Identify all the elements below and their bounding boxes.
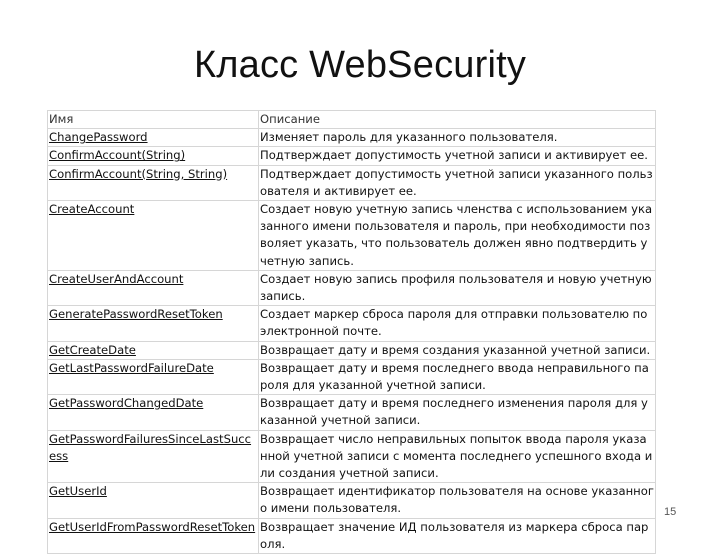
method-description: Возвращает число неправильных попыток ввода пароля указанной учетной записи с момента последнего успешного входа или создания учетной записи. (259, 430, 656, 483)
slide-title: Класс WebSecurity (193, 44, 527, 86)
method-description: Подтверждает допустимость учетной записи и активирует ее. (259, 147, 656, 165)
table-row (48, 201, 656, 271)
methods-table (47, 110, 656, 554)
header-name: Имя (48, 111, 259, 129)
method-description: Создает новую запись профиля пользователя и новую учетную запись. (259, 270, 656, 305)
header-description: Описание (259, 111, 656, 129)
method-name-link[interactable]: GetPasswordFailuresSinceLastSuccess (48, 430, 259, 483)
method-description: Создает маркер сброса пароля для отправки пользователю по электронной почте. (259, 306, 656, 341)
table-row (48, 306, 656, 341)
method-description: Изменяет пароль для указанного пользователя. (259, 129, 656, 147)
table-row (48, 518, 656, 553)
method-name-link[interactable]: CreateAccount (48, 201, 259, 271)
method-name-link[interactable]: GetPasswordChangedDate (48, 395, 259, 430)
table-row (48, 129, 656, 147)
method-description: Возвращает дату и время последнего ввода неправильного пароля для указанной учетной записи. (259, 359, 656, 394)
table-row (48, 270, 656, 305)
table-body (48, 129, 656, 554)
table-row (48, 395, 656, 430)
table-row (48, 147, 656, 165)
method-description: Возвращает значение ИД пользователя из маркера сброса пароля. (259, 518, 656, 553)
table-row (48, 483, 656, 518)
method-name-link[interactable]: GetCreateDate (48, 341, 259, 359)
method-name-link[interactable]: ChangePassword (48, 129, 259, 147)
method-name-link[interactable]: GetUserId (48, 483, 259, 518)
method-name-link[interactable]: GetLastPasswordFailureDate (48, 359, 259, 394)
method-description: Возвращает идентификатор пользователя на основе указанного имени пользователя. (259, 483, 656, 518)
method-name-link[interactable]: CreateUserAndAccount (48, 270, 259, 305)
method-description: Подтверждает допустимость учетной записи указанного пользователя и активирует ее. (259, 165, 656, 200)
method-description: Возвращает дату и время создания указанной учетной записи. (259, 341, 656, 359)
page-number: 15 (664, 506, 677, 518)
table-row (48, 430, 656, 483)
method-description: Создает новую учетную запись членства с использованием указанного имени пользователя и пароль, при необходимости позволяет указать, что пользователь должен явно подтвердить учетную запись. (259, 201, 656, 271)
table-row (48, 359, 656, 394)
table-row (48, 341, 656, 359)
method-name-link[interactable]: GetUserIdFromPasswordResetToken (48, 518, 259, 553)
methods-table-container (47, 110, 655, 551)
method-name-link[interactable]: ConfirmAccount(String, String) (48, 165, 259, 200)
method-name-link[interactable]: ConfirmAccount(String) (48, 147, 259, 165)
table-row (48, 165, 656, 200)
method-description: Возвращает дату и время последнего изменения пароля для указанной учетной записи. (259, 395, 656, 430)
table-header-row (48, 111, 656, 129)
method-name-link[interactable]: GeneratePasswordResetToken (48, 306, 259, 341)
